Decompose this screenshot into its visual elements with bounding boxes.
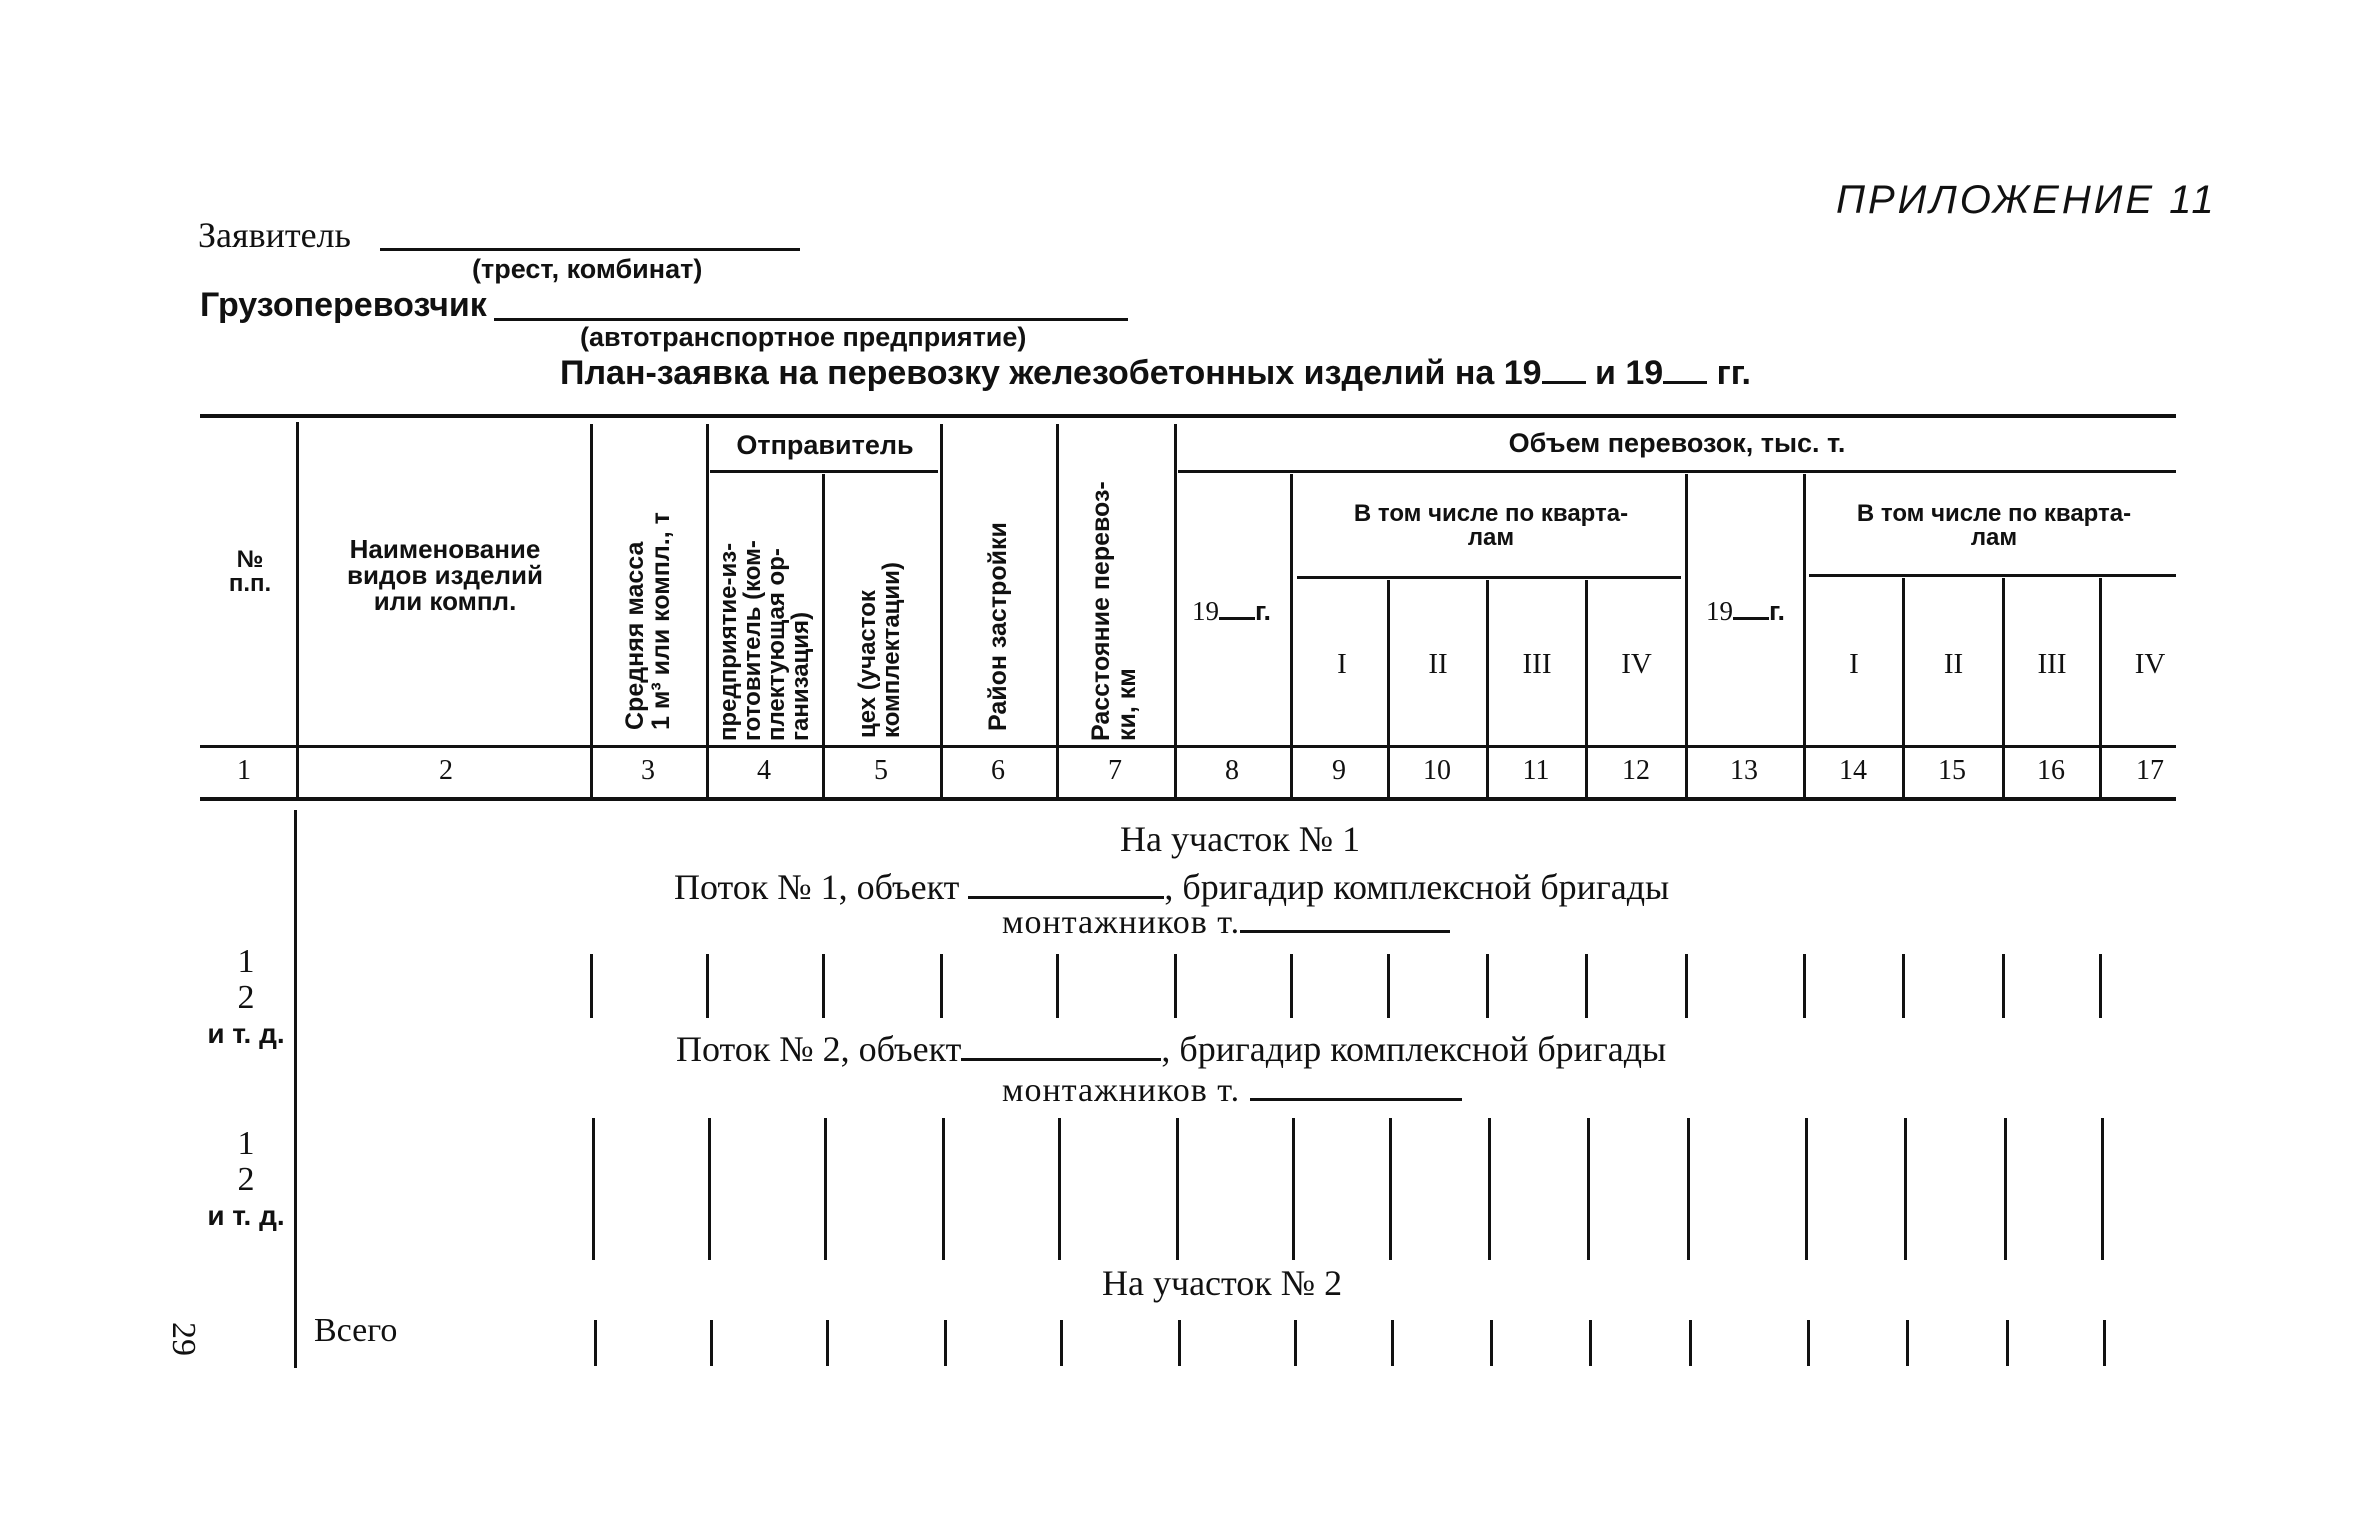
tick-3-l: [1807, 1320, 1810, 1366]
colnum-15: 15: [1938, 755, 1966, 786]
tick-3-f: [1178, 1320, 1181, 1366]
tick-2-e: [1058, 1118, 1061, 1260]
total-label: Всего: [314, 1312, 398, 1349]
colnum-9: 9: [1332, 755, 1346, 786]
vline-12: [1685, 474, 1688, 798]
tick-1-g: [1290, 954, 1293, 1018]
tick-1-e: [1056, 954, 1059, 1018]
body-left-divider: [294, 810, 297, 1368]
colnum-17: 17: [2136, 755, 2164, 786]
tick-2-k: [1687, 1118, 1690, 1260]
stream1-line2: [1002, 904, 1450, 942]
header-col3: Средняя масса 1 м³ или компл., т: [621, 512, 675, 730]
stream1-line1: [674, 866, 1669, 908]
carrier-label: Грузоперевозчик: [200, 286, 487, 324]
tick-3-c: [826, 1320, 829, 1366]
tick-2-c: [824, 1118, 827, 1260]
vline-2: [590, 424, 593, 798]
plan-title-part2: и 19: [1595, 354, 1664, 392]
header-col5: цех (участок комплектации): [854, 562, 905, 738]
quarters-a-rule: [1297, 576, 1681, 579]
vline-3: [706, 424, 709, 798]
row1-etc: и т. д.: [207, 1018, 285, 1049]
vline-5: [940, 424, 943, 798]
vline-6: [1056, 424, 1059, 798]
tick-3-m: [1906, 1320, 1909, 1366]
colnum-1: 1: [237, 755, 251, 786]
row1-1: 1: [237, 943, 255, 980]
header-year-a: [1192, 596, 1271, 627]
tick-3-b: [710, 1320, 713, 1366]
tick-2-f: [1176, 1118, 1179, 1260]
tick-3-e: [1060, 1320, 1063, 1366]
tick-1-b: [706, 954, 709, 1018]
tick-3-d: [944, 1320, 947, 1366]
tick-1-k: [1685, 954, 1688, 1018]
vline-15: [2002, 578, 2005, 798]
header-quarters-a: В том числе по кварта- лам: [1353, 500, 1629, 551]
row2-2: 2: [237, 1161, 255, 1198]
applicant-line: [380, 248, 800, 251]
tick-2-n: [2004, 1118, 2007, 1260]
quarters-b-rule: [1809, 574, 2176, 577]
q-b-3: III: [2037, 648, 2067, 680]
tick-2-b: [708, 1118, 711, 1260]
header-year-b: [1706, 596, 1785, 627]
tick-3-g: [1294, 1320, 1297, 1366]
tick-1-l: [1803, 954, 1806, 1018]
colnum-16: 16: [2037, 755, 2065, 786]
plan-title-part3: гг.: [1716, 354, 1751, 392]
plan-title-part1: План-заявка на перевозку железобетонных изделий на 19: [560, 354, 1542, 392]
header-col7: Расстояние перевоз- ки, км: [1087, 481, 1141, 741]
colnum-13: 13: [1730, 755, 1758, 786]
tick-2-i: [1488, 1118, 1491, 1260]
vline-8: [1290, 474, 1293, 798]
rows2-numbers: [196, 1126, 296, 1234]
header-col4: предприятие-из- готовитель (ком- плектующая ор- ганизация): [715, 540, 814, 741]
tick-3-i: [1490, 1320, 1493, 1366]
stream2-installers-label: монтажников т.: [1002, 1072, 1241, 1109]
q-a-4: IV: [1621, 648, 1652, 680]
colnum-2: 2: [439, 755, 453, 786]
q-a-1: I: [1337, 648, 1347, 680]
sender-rule: [710, 470, 938, 473]
stream2-line1: [676, 1028, 1666, 1070]
tick-1-c: [822, 954, 825, 1018]
q-b-1: I: [1849, 648, 1859, 680]
stream2-object-label: Поток № 2, объект: [676, 1029, 962, 1069]
colnum-8: 8: [1225, 755, 1239, 786]
vline-10: [1486, 580, 1489, 798]
tick-2-l: [1805, 1118, 1808, 1260]
vline-13: [1803, 474, 1806, 798]
tick-2-m: [1904, 1118, 1907, 1260]
q-b-4: IV: [2134, 648, 2166, 680]
plan-title: [560, 354, 1751, 393]
colnum-12: 12: [1622, 755, 1650, 786]
colnum-7: 7: [1108, 755, 1122, 786]
q-a-3: III: [1522, 648, 1552, 680]
tick-1-n: [2002, 954, 2005, 1018]
tick-2-d: [942, 1118, 945, 1260]
stream2-brigade-label: , бригадир комплексной бригады: [1161, 1029, 1667, 1069]
vline-1: [296, 422, 299, 798]
colnum-4: 4: [757, 755, 771, 786]
page-number: 29: [165, 1322, 202, 1356]
q-a-2: II: [1428, 648, 1448, 680]
stream1-object-label: Поток № 1, объект: [674, 867, 960, 907]
table-top-rule: [200, 414, 2176, 418]
rows1-numbers: [196, 944, 296, 1052]
tick-1-h: [1387, 954, 1390, 1018]
tick-1-o: [2099, 954, 2102, 1018]
header-bottom-rule: [200, 745, 2176, 748]
header-col2: Наименование видов изделий или компл.: [347, 534, 543, 616]
tick-3-k: [1689, 1320, 1692, 1366]
tick-2-h: [1389, 1118, 1392, 1260]
applicant-hint: (трест, комбинат): [472, 254, 703, 284]
section2-title: На участок № 2: [1102, 1263, 1343, 1303]
tick-2-j: [1587, 1118, 1590, 1260]
header-quarters-b: В том числе по кварта- лам: [1856, 500, 2132, 551]
applicant-label: Заявитель: [198, 215, 351, 255]
colnum-5: 5: [874, 755, 888, 786]
header-sender: Отправитель: [736, 430, 914, 460]
tick-1-a: [590, 954, 593, 1018]
tick-3-n: [2006, 1320, 2009, 1366]
colnum-3: 3: [641, 755, 655, 786]
tick-1-m: [1902, 954, 1905, 1018]
tick-1-f: [1174, 954, 1177, 1018]
tick-2-o: [2101, 1118, 2104, 1260]
carrier-line: [494, 318, 1128, 321]
numbers-bottom-rule: [200, 797, 2176, 801]
q-b-2: II: [1943, 648, 1964, 680]
tick-2-a: [592, 1118, 595, 1260]
colnum-11: 11: [1522, 755, 1550, 786]
tick-3-j: [1589, 1320, 1592, 1366]
tick-1-i: [1486, 954, 1489, 1018]
vline-14: [1902, 578, 1905, 798]
section1-title: На участок № 1: [1120, 819, 1361, 859]
vline-7: [1174, 424, 1177, 798]
row2-1: 1: [237, 1125, 255, 1162]
colnum-6: 6: [991, 755, 1005, 786]
colnum-14: 14: [1839, 755, 1867, 786]
year-a-suffix: г.: [1255, 596, 1272, 626]
header-col6: Район застройки: [984, 522, 1012, 731]
stream1-installers-label: монтажников т.: [1002, 904, 1241, 941]
stream2-line2: [1002, 1072, 1462, 1110]
tick-3-h: [1391, 1320, 1394, 1366]
vline-11: [1585, 580, 1588, 798]
stream1-brigade-label: , бригадир комплексной бригады: [1164, 867, 1670, 907]
tick-3-o: [2103, 1320, 2106, 1366]
header-volume: Объем перевозок, тыс. т.: [1508, 428, 1846, 458]
tick-2-g: [1292, 1118, 1295, 1260]
vline-16: [2099, 578, 2102, 798]
tick-1-j: [1585, 954, 1588, 1018]
row1-2: 2: [237, 979, 255, 1016]
appendix-title: ПРИЛОЖЕНИЕ 11: [1836, 178, 2217, 222]
year-a-label: 19: [1192, 596, 1219, 626]
year-b-suffix: г.: [1769, 596, 1786, 626]
row2-etc: и т. д.: [207, 1200, 285, 1231]
vline-9: [1387, 580, 1390, 798]
header-col1: № п.п.: [228, 546, 272, 597]
colnum-10: 10: [1423, 755, 1451, 786]
volume-rule: [1178, 470, 2176, 473]
year-b-label: 19: [1706, 596, 1733, 626]
tick-3-a: [594, 1320, 597, 1366]
tick-1-d: [940, 954, 943, 1018]
vline-4: [822, 474, 825, 798]
carrier-hint: (автотранспортное предприятие): [580, 322, 1027, 352]
